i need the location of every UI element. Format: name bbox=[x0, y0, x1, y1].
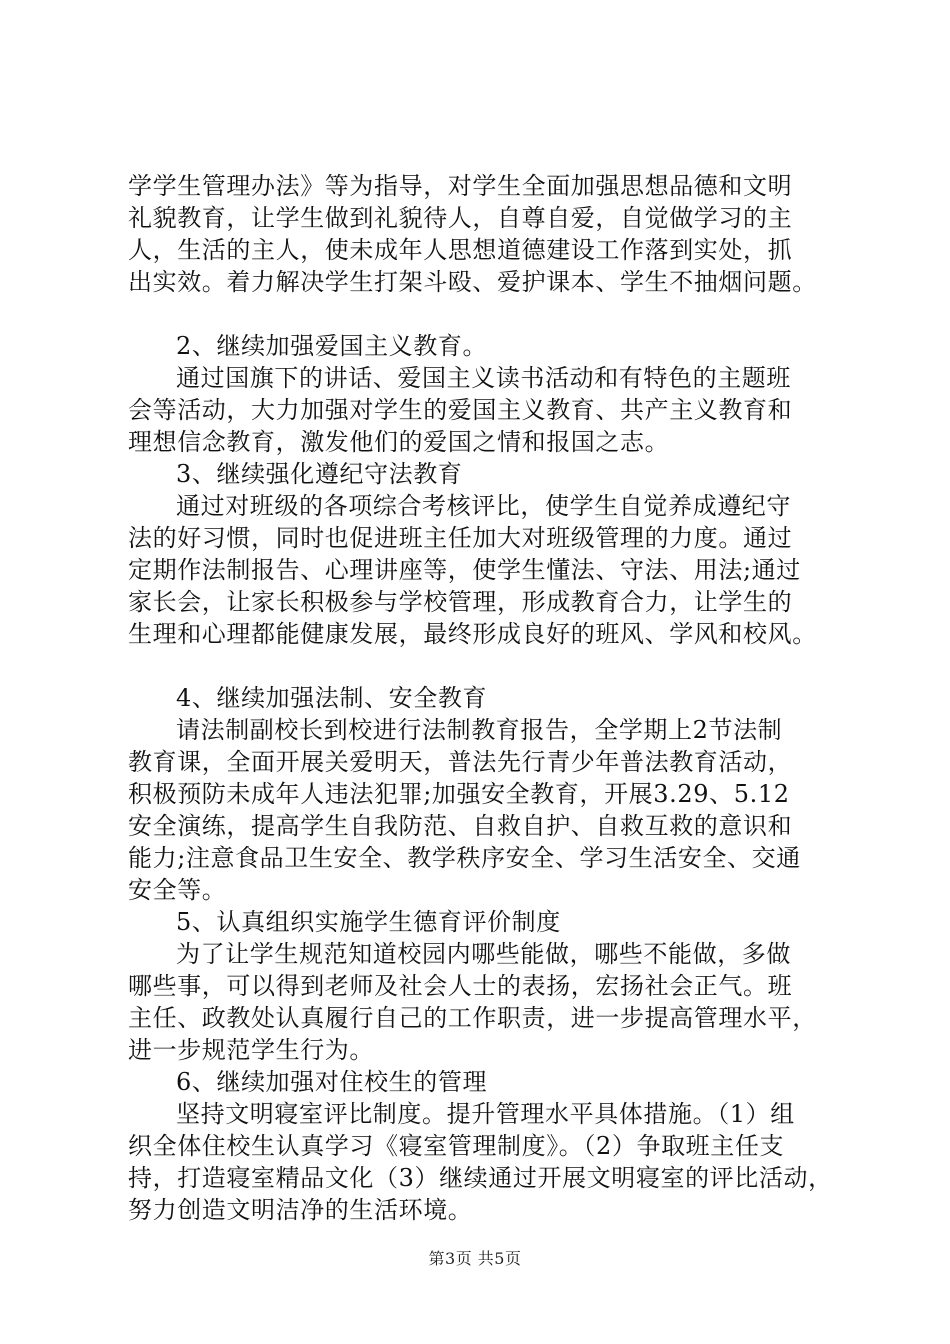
paragraph-line: 人，生活的主人，使未成年人思想道德建设工作落到实处，抓 bbox=[128, 236, 793, 264]
paragraph-line: 为了让学生规范知道校园内哪些能做，哪些不能做，多做 bbox=[176, 940, 791, 968]
paragraph-line: 请法制副校长到校进行法制教育报告，全学期上2节法制 bbox=[176, 716, 783, 744]
paragraph-line: 积极预防未成年人违法犯罪;加强安全教育，开展3.29、5.12 bbox=[128, 780, 790, 808]
paragraph-line: 哪些事，可以得到老师及社会人士的表扬，宏扬社会正气。班 bbox=[128, 972, 793, 1000]
section-heading: 6、继续加强对住校生的管理 bbox=[176, 1068, 488, 1096]
paragraph-line: 能力;注意食品卫生安全、教学秩序安全、学习生活安全、交通 bbox=[128, 844, 801, 872]
paragraph-line: 主任、政教处认真履行自己的工作职责，进一步提高管理水平， bbox=[128, 1004, 817, 1032]
paragraph-line: 教育课，全面开展关爱明天，普法先行青少年普法教育活动， bbox=[128, 748, 793, 776]
paragraph-line: 会等活动，大力加强对学生的爱国主义教育、共产主义教育和 bbox=[128, 396, 793, 424]
paragraph-line: 学学生管理办法》等为指导，对学生全面加强思想品德和文明 bbox=[128, 172, 793, 200]
paragraph-line: 安全等。 bbox=[128, 876, 227, 904]
paragraph-line: 生理和心理都能健康发展，最终形成良好的班风、学风和校风。 bbox=[128, 620, 817, 648]
paragraph-line: 家长会，让家长积极参与学校管理，形成教育合力，让学生的 bbox=[128, 588, 793, 616]
paragraph-line: 进一步规范学生行为。 bbox=[128, 1036, 374, 1064]
paragraph-line: 通过对班级的各项综合考核评比，使学生自觉养成遵纪守 bbox=[176, 492, 791, 520]
paragraph-line: 礼貌教育，让学生做到礼貌待人，自尊自爱，自觉做学习的主 bbox=[128, 204, 793, 232]
section-heading: 2、继续加强爱国主义教育。 bbox=[176, 332, 488, 360]
paragraph-line: 安全演练，提高学生自我防范、自救自护、自救互救的意识和 bbox=[128, 812, 793, 840]
paragraph-line: 出实效。着力解决学生打架斗殴、爱护课本、学生不抽烟问题。 bbox=[128, 268, 817, 296]
page-number-footer: 第3页 共5页 bbox=[428, 1249, 522, 1268]
paragraph-line: 理想信念教育，激发他们的爱国之情和报国之志。 bbox=[128, 428, 670, 456]
paragraph-line: 织全体住校生认真学习《寝室管理制度》。（2）争取班主任支 bbox=[128, 1132, 785, 1160]
paragraph-line: 坚持文明寝室评比制度。提升管理水平具体措施。（1）组 bbox=[176, 1100, 795, 1128]
section-heading: 5、认真组织实施学生德育评价制度 bbox=[176, 908, 561, 936]
paragraph-line: 定期作法制报告、心理讲座等，使学生懂法、守法、用法;通过 bbox=[128, 556, 801, 584]
section-heading: 3、继续强化遵纪守法教育 bbox=[176, 460, 463, 488]
paragraph-line: 法的好习惯，同时也促进班主任加大对班级管理的力度。通过 bbox=[128, 524, 793, 552]
section-heading: 4、继续加强法制、安全教育 bbox=[176, 684, 488, 712]
paragraph-line: 努力创造文明洁净的生活环境。 bbox=[128, 1196, 473, 1224]
paragraph-line: 通过国旗下的讲话、爱国主义读书活动和有特色的主题班 bbox=[176, 364, 791, 392]
paragraph-line: 持，打造寝室精品文化（3）继续通过开展文明寝室的评比活动， bbox=[128, 1164, 833, 1192]
